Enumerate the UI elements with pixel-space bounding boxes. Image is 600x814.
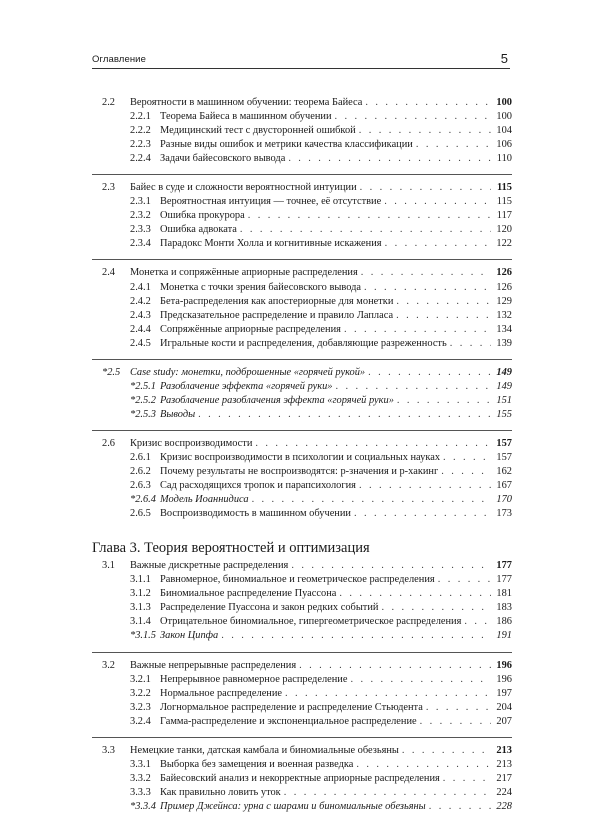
entry-title: Медицинский тест с двусторонней ошибкой xyxy=(160,124,359,138)
entry-number: *3.1.5 xyxy=(130,630,156,642)
toc-section xyxy=(92,259,512,350)
toc-entry[interactable] xyxy=(92,138,512,152)
entry-number: 2.6.1 xyxy=(130,451,151,463)
entry-line xyxy=(130,744,512,758)
entry-line xyxy=(160,800,512,814)
entry-page-number: 196 xyxy=(496,673,512,685)
entry-number: 3.3.3 xyxy=(130,786,151,798)
dot-leader xyxy=(360,181,491,195)
dot-leader xyxy=(429,800,491,814)
toc-entry[interactable] xyxy=(92,337,512,351)
entry-line xyxy=(130,96,512,110)
entry-number: 2.4.5 xyxy=(130,337,151,349)
toc-section xyxy=(92,430,512,521)
toc-entry[interactable] xyxy=(92,559,512,573)
entry-title: Вероятностная интуиция — точнее, её отсутствие xyxy=(160,195,384,209)
entry-page-number: 149 xyxy=(496,380,512,392)
entry-number: 3.3.1 xyxy=(130,758,151,770)
entry-line xyxy=(160,408,512,422)
entry-page-number: 224 xyxy=(496,786,512,798)
dot-leader xyxy=(402,744,491,758)
dot-leader xyxy=(381,601,491,615)
entry-line xyxy=(160,394,512,408)
entry-line xyxy=(160,465,512,479)
entry-page-number: 170 xyxy=(496,494,512,506)
entry-title: Непрерывное равномерное распределение xyxy=(160,673,350,687)
entry-page-number: 132 xyxy=(496,309,512,321)
toc-entry[interactable] xyxy=(92,394,512,408)
entry-number: 2.4.1 xyxy=(130,281,151,293)
toc-entry[interactable] xyxy=(92,758,512,772)
entry-title: Важные дискретные распределения xyxy=(130,559,291,573)
entry-line xyxy=(130,266,512,280)
entry-number: 3.2 xyxy=(102,659,115,671)
entry-page-number: 104 xyxy=(496,125,512,137)
toc-part-chapter-2 xyxy=(92,96,512,521)
entry-page-number: 191 xyxy=(496,630,512,642)
entry-title: Почему результаты не воспроизводятся: p-значения и p-хакинг xyxy=(160,465,441,479)
dot-leader xyxy=(336,380,491,394)
toc-section xyxy=(92,96,512,166)
entry-title: Немецкие танки, датская камбала и биномиальные обезьяны xyxy=(130,744,402,758)
entry-number: 2.3.3 xyxy=(130,224,151,236)
entry-number: *2.5.1 xyxy=(130,380,156,392)
dot-leader xyxy=(420,715,491,729)
entry-number: *2.5.3 xyxy=(130,408,156,420)
toc-entry[interactable] xyxy=(92,223,512,237)
entry-number: 2.3.2 xyxy=(130,210,151,222)
entry-line xyxy=(130,437,512,451)
dot-leader xyxy=(384,195,491,209)
entry-title: Нормальное распределение xyxy=(160,687,285,701)
entry-number: 3.1.2 xyxy=(130,588,151,600)
entry-line xyxy=(160,493,512,507)
entry-line xyxy=(160,479,512,493)
entry-line xyxy=(160,615,512,629)
entry-title: Выборка без замещения и военная разведка xyxy=(160,758,356,772)
entry-line xyxy=(160,673,512,687)
entry-page-number: 204 xyxy=(496,701,512,713)
page-number: 5 xyxy=(500,51,508,66)
entry-title: Разоблачение эффекта «горячей руки» xyxy=(160,380,336,394)
entry-line xyxy=(160,309,512,323)
entry-number: 3.1.4 xyxy=(130,616,151,628)
entry-line xyxy=(160,295,512,309)
entry-number: 2.3.1 xyxy=(130,196,151,208)
toc-entry[interactable] xyxy=(92,615,512,629)
entry-title: Как правильно ловить уток xyxy=(160,786,284,800)
entry-line xyxy=(130,559,512,573)
entry-page-number: 117 xyxy=(496,210,512,222)
toc-section xyxy=(92,737,512,814)
entry-page-number: 126 xyxy=(496,267,512,279)
toc-part-chapter-3 xyxy=(92,559,512,814)
entry-page-number: 162 xyxy=(496,466,512,478)
entry-line xyxy=(160,601,512,615)
entry-line xyxy=(160,507,512,521)
entry-page-number: 213 xyxy=(496,744,512,756)
entry-number: 2.3 xyxy=(102,182,115,194)
toc-entry[interactable] xyxy=(92,408,512,422)
dot-leader xyxy=(285,687,491,701)
entry-number: 2.4 xyxy=(102,267,115,279)
entry-line xyxy=(160,237,512,251)
toc-section xyxy=(92,559,512,643)
entry-title: Парадокс Монти Холла и когнитивные искажения xyxy=(160,237,385,251)
entry-number: 3.2.2 xyxy=(130,687,151,699)
toc-entry[interactable] xyxy=(92,601,512,615)
entry-page-number: 149 xyxy=(496,366,512,378)
toc-entry[interactable] xyxy=(92,573,512,587)
entry-line xyxy=(160,124,512,138)
entry-number: 2.4.3 xyxy=(130,309,151,321)
entry-line xyxy=(160,209,512,223)
entry-page-number: 217 xyxy=(496,772,512,784)
entry-title: Выводы xyxy=(160,408,198,422)
entry-number: 3.2.1 xyxy=(130,673,151,685)
toc-entry[interactable] xyxy=(92,465,512,479)
entry-number: 2.2 xyxy=(102,97,115,108)
entry-title: Воспроизводимость в машинном обучении xyxy=(160,507,354,521)
entry-page-number: 155 xyxy=(496,408,512,420)
dot-leader xyxy=(221,629,491,643)
entry-title: Бета-распределения как апостериорные для монетки xyxy=(160,295,396,309)
entry-page-number: 181 xyxy=(496,588,512,600)
dot-leader xyxy=(291,559,491,573)
dot-leader xyxy=(255,437,491,451)
dot-leader xyxy=(368,366,491,380)
entry-title: Равномерное, биномиальное и геометрическое распределения xyxy=(160,573,438,587)
entry-page-number: 167 xyxy=(496,480,512,492)
entry-number: 2.2.1 xyxy=(130,111,151,123)
entry-number: *2.5.2 xyxy=(130,394,156,406)
toc-entry[interactable] xyxy=(92,786,512,800)
entry-line xyxy=(160,110,512,124)
entry-title: Разоблачение разоблачения эффекта «горячей руки» xyxy=(160,394,397,408)
entry-page-number: 134 xyxy=(496,323,512,335)
toc-entry[interactable] xyxy=(92,281,512,295)
entry-number: 2.6.3 xyxy=(130,480,151,492)
entry-page-number: 100 xyxy=(496,97,512,108)
entry-page-number: 151 xyxy=(496,394,512,406)
entry-page-number: 196 xyxy=(496,659,512,671)
dot-leader xyxy=(284,786,491,800)
dot-leader xyxy=(359,479,491,493)
toc-entry[interactable] xyxy=(92,587,512,601)
dot-leader xyxy=(438,573,491,587)
entry-line xyxy=(160,380,512,394)
dot-leader xyxy=(248,209,491,223)
toc-entry[interactable] xyxy=(92,437,512,451)
entry-title: Сад расходящихся тропок и парапсихология xyxy=(160,479,359,493)
entry-title: Ошибка прокурора xyxy=(160,209,248,223)
entry-number: 2.2.2 xyxy=(130,125,151,137)
dot-leader xyxy=(356,758,491,772)
toc-entry[interactable] xyxy=(92,687,512,701)
entry-title: Игральные кости и распределения, добавляющие разреженность xyxy=(160,337,450,351)
toc-entry[interactable] xyxy=(92,701,512,715)
entry-page-number: 106 xyxy=(496,139,512,151)
dot-leader xyxy=(288,152,491,166)
entry-page-number: 197 xyxy=(496,687,512,699)
entry-line xyxy=(160,629,512,643)
entry-title: Разные виды ошибок и метрики качества классификации xyxy=(160,138,416,152)
running-header xyxy=(92,51,510,68)
toc-entry[interactable] xyxy=(92,772,512,786)
entry-page-number: 139 xyxy=(496,337,512,349)
entry-title: Пример Джейнса: урна с шарами и биномиальные обезьяны xyxy=(160,800,429,814)
dot-leader xyxy=(441,465,491,479)
entry-number: 3.2.4 xyxy=(130,715,151,727)
toc-section xyxy=(92,652,512,729)
toc-entry[interactable] xyxy=(92,366,512,380)
entry-title: Важные непрерывные распределения xyxy=(130,659,299,673)
entry-number: 3.1 xyxy=(102,560,115,572)
entry-page-number: 173 xyxy=(496,508,512,520)
toc-entry[interactable] xyxy=(92,479,512,493)
entry-title: Сопряжённые априорные распределения xyxy=(160,323,344,337)
toc-entry[interactable] xyxy=(92,237,512,251)
dot-leader xyxy=(198,408,491,422)
entry-title: Монетка с точки зрения байесовского вывода xyxy=(160,281,364,295)
entry-page-number: 126 xyxy=(496,281,512,293)
toc-entry[interactable] xyxy=(92,181,512,195)
entry-number: 2.3.4 xyxy=(130,238,151,250)
entry-title: Распределение Пуассона и закон редких событий xyxy=(160,601,381,615)
entry-title: Закон Ципфа xyxy=(160,629,221,643)
entry-page-number: 228 xyxy=(496,800,512,812)
entry-page-number: 115 xyxy=(496,196,512,208)
entry-line xyxy=(160,758,512,772)
toc-entry[interactable] xyxy=(92,110,512,124)
toc-entry[interactable] xyxy=(92,629,512,643)
entry-title: Монетка и сопряжённые априорные распределения xyxy=(130,266,361,280)
entry-title: Теорема Байеса в машинном обучении xyxy=(160,110,335,124)
toc-entry[interactable] xyxy=(92,800,512,814)
entry-title: Байес в суде и сложности вероятностной интуиции xyxy=(130,181,360,195)
entry-number: *2.6.4 xyxy=(130,494,156,506)
toc-entry[interactable] xyxy=(92,309,512,323)
table-of-contents xyxy=(92,96,512,814)
dot-leader xyxy=(396,295,491,309)
entry-title: Ошибка адвоката xyxy=(160,223,240,237)
toc-entry[interactable] xyxy=(92,266,512,280)
dot-leader xyxy=(252,493,491,507)
toc-entry[interactable] xyxy=(92,195,512,209)
toc-section xyxy=(92,359,512,422)
entry-line xyxy=(160,786,512,800)
dot-leader xyxy=(359,124,491,138)
entry-page-number: 157 xyxy=(496,437,512,449)
entry-number: *2.5 xyxy=(102,366,121,378)
entry-number: 2.4.4 xyxy=(130,323,151,335)
entry-number: 2.6.5 xyxy=(130,508,151,520)
dot-leader xyxy=(416,138,491,152)
entry-title: Вероятности в машинном обучении: теорема Байеса xyxy=(130,96,365,110)
entry-number: 3.2.3 xyxy=(130,701,151,713)
entry-title: Предсказательное распределение и правило Лапласа xyxy=(160,309,396,323)
toc-entry[interactable] xyxy=(92,507,512,521)
dot-leader xyxy=(464,615,491,629)
entry-line xyxy=(160,573,512,587)
dot-leader xyxy=(299,659,491,673)
entry-number: 2.2.3 xyxy=(130,139,151,151)
dot-leader xyxy=(450,337,491,351)
dot-leader xyxy=(396,309,491,323)
entry-line xyxy=(130,659,512,673)
entry-number: 3.3 xyxy=(102,744,115,756)
dot-leader xyxy=(365,96,491,110)
entry-title: Байесовский анализ и некорректные априорные распределения xyxy=(160,772,443,786)
dot-leader xyxy=(361,266,491,280)
entry-line xyxy=(160,152,512,166)
dot-leader xyxy=(385,237,491,251)
entry-title: Отрицательное биномиальное, гипергеометрическое распределения xyxy=(160,615,464,629)
chapter-heading: Глава 3. Теория вероятностей и оптимизация xyxy=(92,540,370,557)
entry-number: 2.2.4 xyxy=(130,153,151,165)
entry-page-number: 100 xyxy=(496,111,512,123)
entry-line xyxy=(160,138,512,152)
toc-entry[interactable] xyxy=(92,744,512,758)
dot-leader xyxy=(339,587,491,601)
entry-line xyxy=(160,323,512,337)
entry-page-number: 115 xyxy=(496,182,512,194)
entry-page-number: 122 xyxy=(496,238,512,250)
entry-line xyxy=(160,281,512,295)
entry-line xyxy=(160,451,512,465)
entry-page-number: 177 xyxy=(496,560,512,572)
entry-page-number: 129 xyxy=(496,295,512,307)
entry-title: Модель Иоаннидиса xyxy=(160,493,252,507)
entry-line xyxy=(130,181,512,195)
entry-page-number: 110 xyxy=(496,153,512,165)
header-title: Оглавление xyxy=(92,54,146,65)
dot-leader xyxy=(426,701,491,715)
dot-leader xyxy=(443,772,491,786)
dot-leader xyxy=(344,323,491,337)
dot-leader xyxy=(335,110,491,124)
toc-entry[interactable] xyxy=(92,295,512,309)
entry-page-number: 177 xyxy=(496,574,512,586)
entry-line xyxy=(160,223,512,237)
toc-entry[interactable] xyxy=(92,659,512,673)
entry-number: *3.3.4 xyxy=(130,800,156,812)
dot-leader xyxy=(354,507,491,521)
entry-title: Кризис воспроизводимости xyxy=(130,437,255,451)
entry-page-number: 183 xyxy=(496,602,512,614)
entry-title: Кризис воспроизводимости в психологии и социальных науках xyxy=(160,451,443,465)
toc-entry[interactable] xyxy=(92,152,512,166)
toc-entry[interactable] xyxy=(92,673,512,687)
dot-leader xyxy=(240,223,491,237)
dot-leader xyxy=(350,673,491,687)
dot-leader xyxy=(397,394,491,408)
entry-title: Биномиальное распределение Пуассона xyxy=(160,587,339,601)
entry-title: Case study: монетки, подброшенные «горячей рукой» xyxy=(130,366,368,380)
entry-number: 2.6 xyxy=(102,437,115,449)
entry-line xyxy=(160,587,512,601)
entry-line xyxy=(160,715,512,729)
entry-line xyxy=(160,687,512,701)
entry-number: 3.1.1 xyxy=(130,574,151,586)
toc-entry[interactable] xyxy=(92,493,512,507)
entry-line xyxy=(160,195,512,209)
entry-number: 3.3.2 xyxy=(130,772,151,784)
entry-page-number: 207 xyxy=(496,715,512,727)
entry-number: 2.6.2 xyxy=(130,466,151,478)
entry-page-number: 120 xyxy=(496,224,512,236)
dot-leader xyxy=(364,281,491,295)
toc-entry[interactable] xyxy=(92,715,512,729)
entry-page-number: 213 xyxy=(496,758,512,770)
dot-leader xyxy=(443,451,491,465)
entry-page-number: 157 xyxy=(496,451,512,463)
entry-page-number: 186 xyxy=(496,616,512,628)
toc-entry[interactable] xyxy=(92,451,512,465)
header-rule xyxy=(92,68,510,69)
entry-line xyxy=(160,701,512,715)
entry-title: Гамма-распределение и экспоненциальное распределение xyxy=(160,715,420,729)
toc-entry[interactable] xyxy=(92,380,512,394)
entry-title: Логнормальное распределение и распределение Стьюдента xyxy=(160,701,426,715)
entry-number: 2.4.2 xyxy=(130,295,151,307)
toc-section xyxy=(92,174,512,251)
toc-entry[interactable] xyxy=(92,323,512,337)
toc-entry[interactable] xyxy=(92,96,512,110)
entry-title: Задачи байесовского вывода xyxy=(160,152,288,166)
entry-line xyxy=(160,337,512,351)
entry-line xyxy=(160,772,512,786)
entry-number: 3.1.3 xyxy=(130,602,151,614)
entry-line xyxy=(130,366,512,380)
toc-entry[interactable] xyxy=(92,124,512,138)
toc-entry[interactable] xyxy=(92,209,512,223)
